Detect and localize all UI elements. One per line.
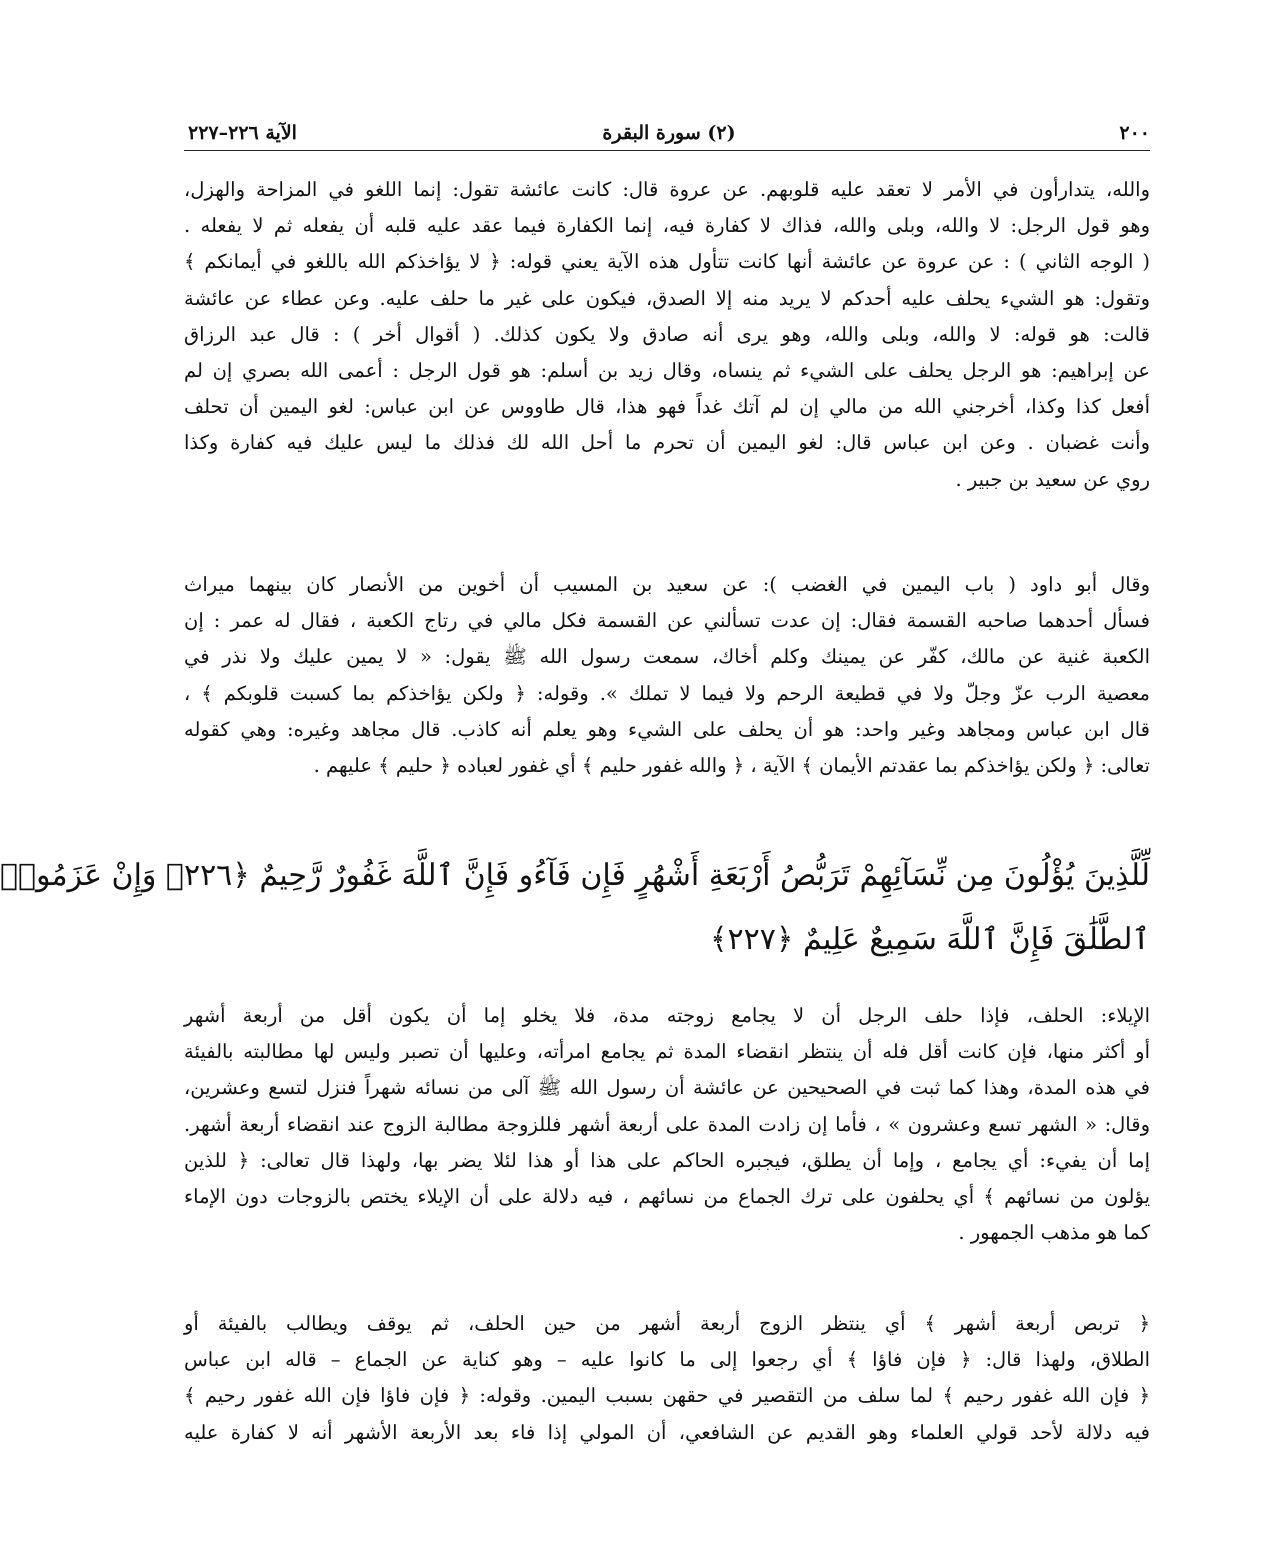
text-line: عن إبراهيم: هو الرجل يحلف على الشيء ثم ينساه، وقال زيد بن أسلم: هو قول الرجل : أعمى الله بصري إن لم xyxy=(184,358,1150,382)
text-line: الإيلاء: الحلف، فإذا حلف الرجل أن لا يجامع زوجته مدة، فلا يخلو إما أن يكون أقل من أربعة أشهر xyxy=(184,1004,1150,1027)
text-line: معصية الرب عزّ وجلّ ولا في قطيعة الرحم ولا فيما لا تملك ». وقوله: ﴿ ولكن يؤاخذكم بما كسبت قلوبكم ﴾ ، xyxy=(184,681,1150,705)
text-line: أفعل كذا وكذا، أخرجني الله من مالي إن لم آتك غداً فهو هذا، قال طاووس عن ابن عباس: لغو اليمين أن تحلف xyxy=(184,395,1150,419)
text-line: كما هو مذهب الجمهور . xyxy=(958,1221,1150,1245)
text-line: في هذه المدة، وهذا كما ثبت في الصحيحين عن عائشة أن رسول الله ﷺ آلى من نسائه شهراً فنزل لتسع وعشرين، xyxy=(184,1076,1150,1100)
text-line: ﴿ فإن الله غفور رحيم ﴾ لما سلف من التقصير في حقهن بسبب اليمين. وقوله: ﴿ فإن فاؤا فإن الله غفور رحيم ﴾ xyxy=(184,1384,1150,1408)
text-line: وهو قول الرجل: لا والله، وبلى والله، فذاك لا كفارة فيه، إنما الكفارة فيما عقد عليه قلبه أن يفعله ثم لا يفعله . xyxy=(184,214,1150,238)
text-line: أو أكثر منها، فإن كانت أقل فله أن ينتظر انقضاء المدة ثم يجامع امرأته، وعليها أن تصبر وليس لها مطالبته بالفيئة xyxy=(184,1040,1150,1064)
text-line: فسأل أحدهما صاحبه القسمة فقال: إن عدت تسألني عن القسمة فكل مالي في رتاج الكعبة ، فقال له عمر : إن xyxy=(184,609,1150,633)
surah-title: (٢) سورة البقرة xyxy=(602,122,736,144)
verse-range: الآية ٢٢٦–٢٢٧ xyxy=(188,122,297,144)
text-line: والله، يتدارأون في الأمر لا تعقد عليه قلوبهم. عن عروة قال: كانت عائشة تقول: إنما اللغو في المزاحة والهزل، xyxy=(184,178,1150,201)
text-line: تعالى: ﴿ ولكن يؤاخذكم بما عقدتم الأيمان ﴾ الآية ، ﴿ والله غفور حليم ﴾ أي غفور لعباده ﴿ حليم ﴾ عليهم . xyxy=(313,753,1150,777)
text-line: روي عن سعيد بن جبير . xyxy=(955,467,1150,491)
header-rule xyxy=(184,150,1150,151)
verse-line: لِّلَّذِينَ يُؤْلُونَ مِن نِّسَآئِهِمْ تَرَبُّصُ أَرْبَعَةِ أَشْهُرٍ فَإِن فَآءُو فَإِنَّ ٱللَّهَ غَفُورٌ رَّحِيمٌ ﴿٢٢٦﴾ وَإِنْ عَزَمُوا۟ xyxy=(0,858,1150,893)
text-line: وقال: « الشهر تسع وعشرون » ، فأما إن زادت المدة على أربعة أشهر فللزوجة مطالبة الزوج عند انقضاء أربعة أشهر. xyxy=(184,1112,1150,1136)
paragraph-ila xyxy=(184,998,1150,1251)
page-number: ٢٠٠ xyxy=(1119,122,1150,144)
text-line: الطلاق، ولهذا قال: ﴿ فإن فاؤا ﴾ أي رجعوا إلى ما كانوا عليه – وهو كناية عن الجماع – قاله ابن عباس xyxy=(184,1348,1150,1372)
verse-line: ٱلطَّلَٰقَ فَإِنَّ ٱللَّهَ سَمِيعٌ عَلِيمٌ ﴿٢٢٧﴾ xyxy=(709,922,1150,957)
paragraph-tarabbus xyxy=(184,1306,1150,1451)
text-line: فيه دلالة لأحد قولي العلماء وهو القديم عن الشافعي، أن المولي إذا فاء بعد الأربعة الأشهر أنه لا كفارة عليه xyxy=(184,1420,1150,1444)
text-line: الكعبة غنية عن مالك، كفّر عن يمينك وكلم أخاك، سمعت رسول الله ﷺ يقول: « لا يمين عليك ولا نذر في xyxy=(184,645,1150,669)
paragraph-lagw xyxy=(184,172,1150,498)
quran-verse xyxy=(0,844,1150,972)
text-line: وأنت غضبان . وعن ابن عباس قال: لغو اليمين أن تحرم ما أحل الله لك فذلك ما ليس عليك فيه كفارة وكذا xyxy=(184,431,1150,455)
text-line: وتقول: هو الشيء يحلف عليه أحدكم لا يريد منه إلا الصدق، فيكون على غير ما حلف عليه. وعن عطاء عن عائشة xyxy=(184,286,1150,310)
text-line: ( الوجه الثاني ) : عن عروة عن عائشة أنها كانت تتأول هذه الآية يعني قوله: ﴿ لا يؤاخذكم الله باللغو في أيمانكم ﴾ xyxy=(184,250,1150,274)
text-line: يؤلون من نسائهم ﴾ أي يحلفون على ترك الجماع من نسائهم ، فيه دلالة على أن الإيلاء يختص بالزوجات دون الإماء xyxy=(184,1184,1150,1208)
text-line: قال ابن عباس ومجاهد وغير واحد: هو أن يحلف على الشيء وهو يعلم أنه كاذب. قال مجاهد وغيره: وهي كقوله xyxy=(184,717,1150,741)
text-line: إما أن يفيء: أي يجامع ، وإما أن يطلق، فيجبره الحاكم على هذا أو هذا لئلا يضر بها، ولهذا قال تعالى: ﴿ للذين xyxy=(184,1148,1150,1172)
text-line: وقال أبو داود ( باب اليمين في الغضب ): عن سعيد بن المسيب أن أخوين من الأنصار كان بينهما ميراث xyxy=(184,573,1150,596)
running-head xyxy=(188,118,1150,148)
text-line: ﴿ تربص أربعة أشهر ﴾ أي ينتظر الزوج أربعة أشهر من حين الحلف، ثم يوقف ويطالب بالفيئة أو xyxy=(184,1312,1150,1335)
paragraph-abu-dawud xyxy=(184,567,1150,784)
text-line: قالت: هو قوله: لا والله، وبلى والله، وهو يرى أنه صادق ولا يكون كذلك. ( أقوال أخر ) : قال عبد الرزاق xyxy=(184,322,1150,346)
